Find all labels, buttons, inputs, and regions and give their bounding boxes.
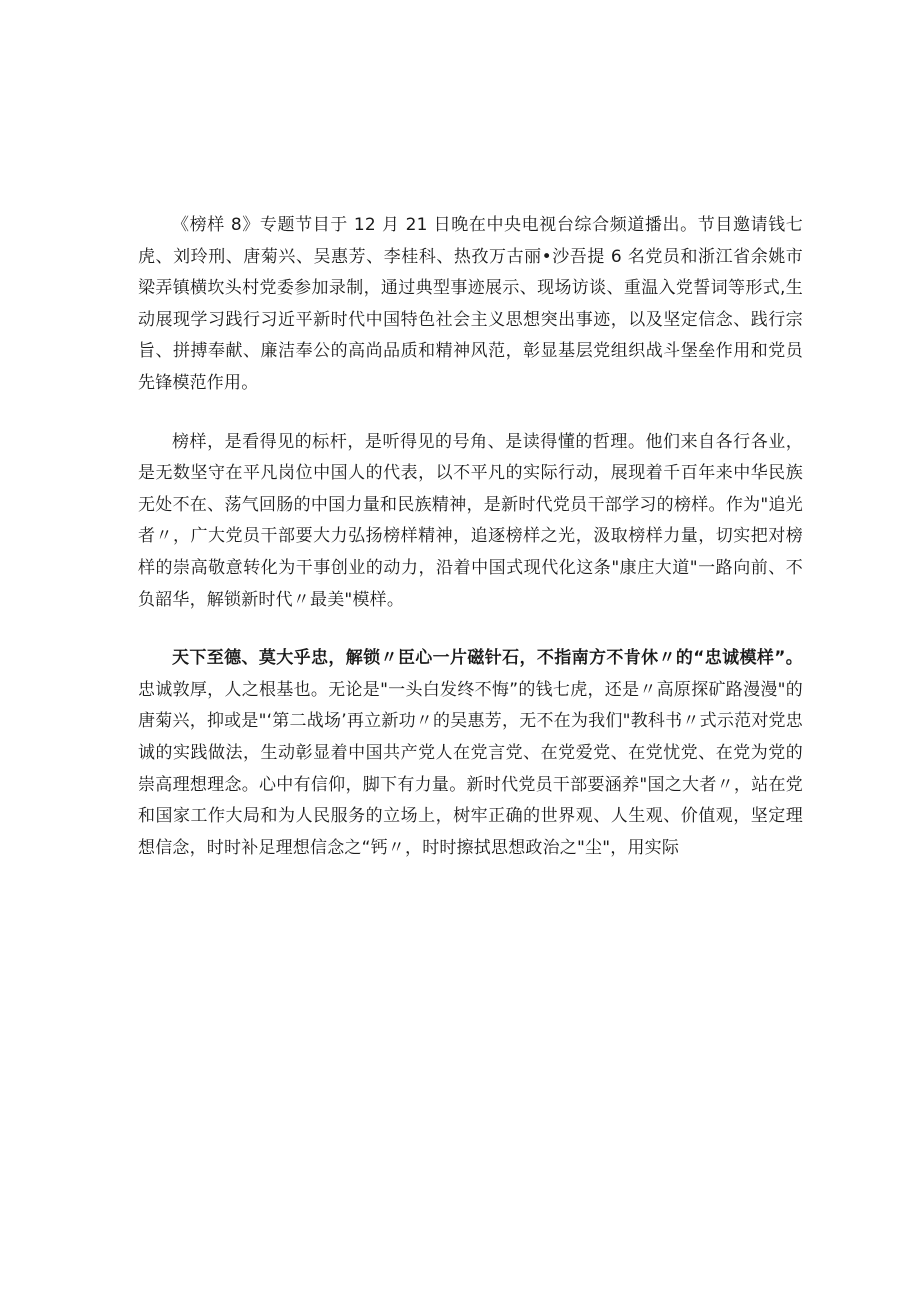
paragraph-intro [138, 210, 803, 400]
paragraph-text: 榜样，是看得见的标杆，是听得见的号角、是读得懂的哲理。他们来自各行各业，是无数坚守在平凡岗位中国人的代表，以不平凡的实际行动，展现着千百年来中华民族无处不在、荡气回肠的中国力量和民族精神，是新时代党员干部学习的榜样。作为"追光者〃，广大党员干部要大力弘扬榜样精神，追逐榜样之光，汲取榜样力量，切实把对榜样的崇高敬意转化为干事创业的动力，沿着中国式现代化这条"康庄大道"一路向前、不负韶华，解锁新时代〃最美"模样。 [138, 431, 803, 610]
paragraph-text: 忠诚敦厚，人之根基也。无论是"一头白发终不悔”的钱七虎，还是〃高原探矿路漫漫"的唐菊兴，抑或是"‘第二战场’再立新功〃的吴惠芳，无不在为我们"教科书〃式示范对党忠诚的实践做法，生动彰显着中国共产党人在党言党、在党爱党、在党忧党、在党为党的崇高理想理念。心中有信仰，脚下有力量。新时代党员干部要涵养"国之大者〃，站在党和国家工作大局和为人民服务的立场上，树牢正确的世界观、人生观、价值观，坚定理想信念，时时补足理想信念之“钙〃，时时擦拭思想政治之"尘"，用实际 [138, 679, 803, 858]
paragraph-role-models [138, 427, 803, 617]
paragraph-text: 《榜样 8》专题节目于 12 月 21 日晚在中央电视台综合频道播出。节目邀请钱七虎、刘玲刑、唐菊兴、吴惠芳、李桂科、热孜万古丽•沙吾提 6 名党员和浙江省余姚市梁弄镇横坎头村党委参加录制，通过典型事迹展示、现场访谈、重温入党誓词等形式,生动展现学习践行习近平新时代中国特色社会主义思想突出事迹，以及坚定信念、践行宗旨、拼搏奉献、廉洁奉公的高尚品质和精神风范，彰显基层党组织战斗堡垒作用和党员先锋模范作用。 [138, 215, 803, 393]
paragraph-loyalty [138, 643, 803, 864]
document-body [138, 210, 803, 864]
paragraph-lead-sentence: 天下至德、莫大乎忠，解锁〃臣心一片磁针石，不指南方不肯休〃的“忠诚模样”。 [172, 648, 803, 669]
